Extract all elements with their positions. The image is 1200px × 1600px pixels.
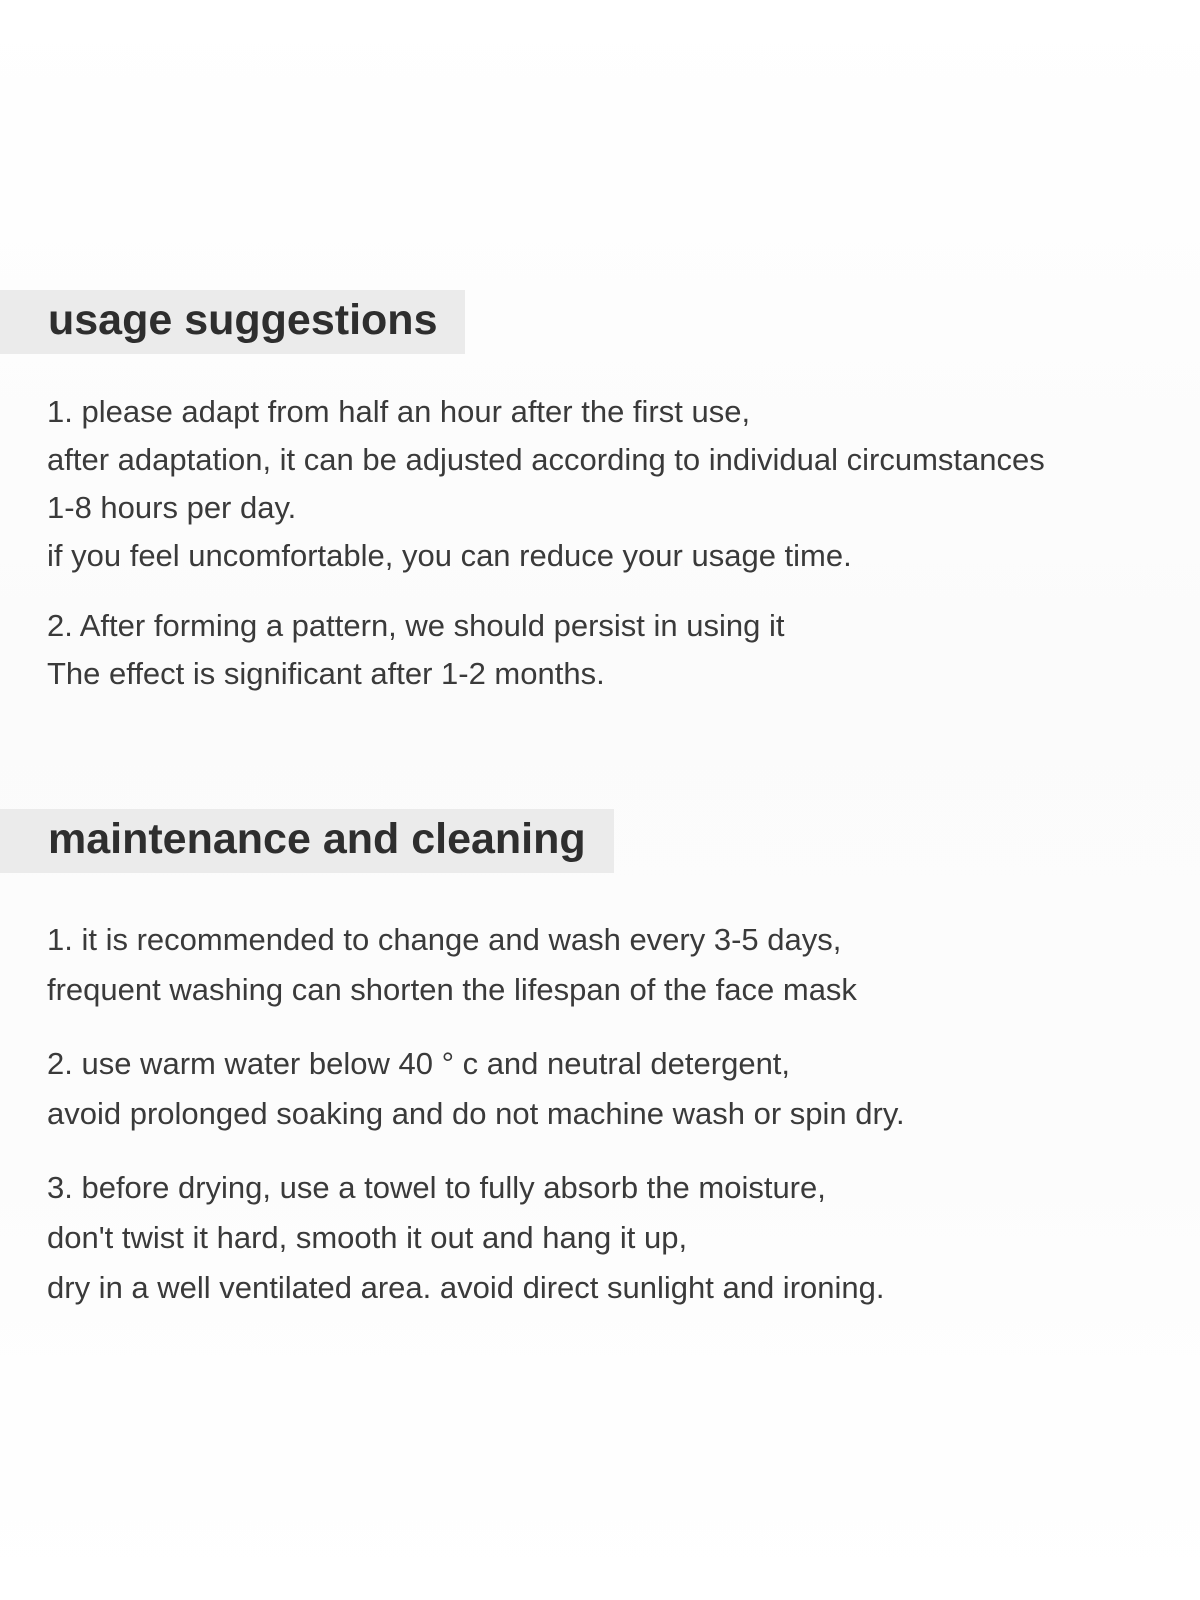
maintenance-item-3 <box>47 1163 1200 1313</box>
usage-item-1 <box>47 388 1200 580</box>
maintenance-item-1-line-2: frequent washing can shorten the lifespan of the face mask <box>47 972 857 1007</box>
usage-item-2-line-2: The effect is significant after 1-2 months. <box>47 656 605 691</box>
usage-suggestions-list <box>47 388 1200 698</box>
maintenance-item-2-line-2: avoid prolonged soaking and do not machine wash or spin dry. <box>47 1096 905 1131</box>
maintenance-item-3-line-1: 3. before drying, use a towel to fully absorb the moisture, <box>47 1170 826 1205</box>
usage-item-1-line-1: 1. please adapt from half an hour after the first use, <box>47 394 751 429</box>
maintenance-item-1-line-1: 1. it is recommended to change and wash every 3-5 days, <box>47 922 842 957</box>
maintenance-cleaning-section <box>0 809 1200 1337</box>
usage-suggestions-section <box>0 290 1200 720</box>
usage-item-1-line-4: if you feel uncomfortable, you can reduce your usage time. <box>47 538 852 573</box>
usage-item-1-line-3: 1-8 hours per day. <box>47 490 297 525</box>
maintenance-item-1 <box>47 915 1200 1015</box>
usage-item-1-line-2: after adaptation, it can be adjusted according to individual circumstances <box>47 442 1045 477</box>
maintenance-cleaning-list <box>47 915 1200 1313</box>
maintenance-item-2-line-1: 2. use warm water below 40 ° c and neutral detergent, <box>47 1046 791 1081</box>
usage-item-2-line-1: 2. After forming a pattern, we should persist in using it <box>47 608 785 643</box>
usage-item-2 <box>47 602 1200 698</box>
maintenance-item-3-line-3: dry in a well ventilated area. avoid direct sunlight and ironing. <box>47 1270 885 1305</box>
usage-suggestions-heading: usage suggestions <box>0 290 465 354</box>
maintenance-item-3-line-2: don't twist it hard, smooth it out and hang it up, <box>47 1220 688 1255</box>
maintenance-cleaning-heading: maintenance and cleaning <box>0 809 614 873</box>
maintenance-item-2 <box>47 1039 1200 1139</box>
